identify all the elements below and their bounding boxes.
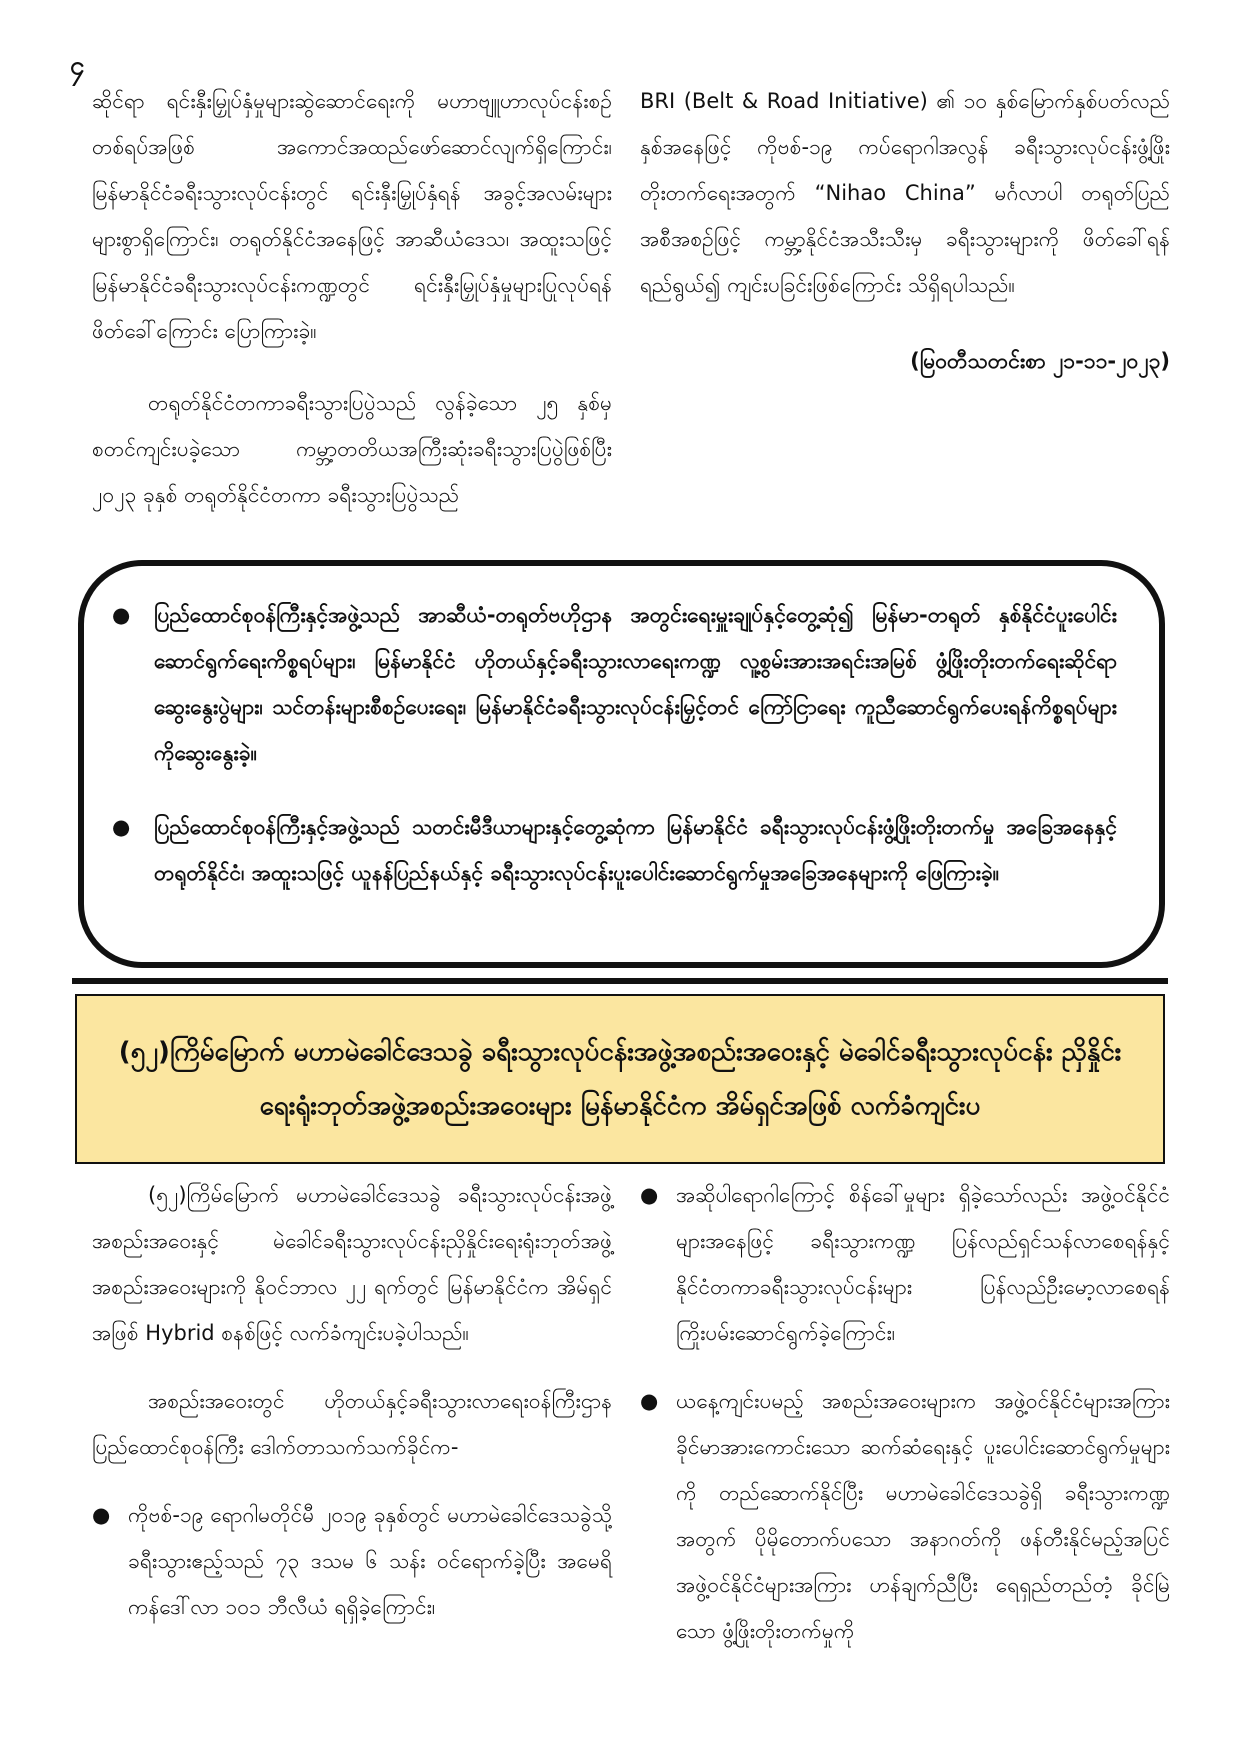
list-item [640,1172,1170,1356]
callout-item-text: ပြည်ထောင်စုဝန်ကြီးနှင့်အဖွဲ့သည် သတင်းမီဒီယာများနှင့်တွေ့ဆုံကာ မြန်မာနိုင်ငံ ခရီးသွားလုပ်ငန်းဖွံ့ဖြိုးတိုးတက်မှု အခြေအနေနှင့် တရုတ်နိုင်ငံ၊ အထူးသဖြင့် ယူနန်ပြည်နယ်နှင့် ခရီးသွားလုပ်ငန်းပူးပေါင်းဆောင်ရွက်မှုအခြေအနေများကို ဖြေကြားခဲ့။ [154,815,1117,885]
bullet-list [92,1492,612,1630]
page-number: ၄ [70,51,85,81]
bullet-icon: ● [92,1503,111,1527]
section-heading: (၅၂)ကြိမ်မြောက် မဟာမဲခေါင်ဒေသခွဲ ခရီးသွားလုပ်ငန်းအဖွဲ့အစည်းအဝေးနှင့် မဲခေါင်ခရီးသွားလုပ်ငန်း ညှိနှိုင်းရေးရုံးဘုတ်အဖွဲ့အစည်းအဝေးများ မြန်မာနိုင်ငံက အိမ်ရှင်အဖြစ် လက်ခံကျင်းပ [118,1037,1122,1121]
callout-item-text: ပြည်ထောင်စုဝန်ကြီးနှင့်အဖွဲ့သည် အာဆီယံ-တရုတ်ဗဟိုဌာန အတွင်းရေးမှူးချုပ်နှင့်တွေ့ဆုံ၍ မြန်မာ-တရုတ် နှစ်နိုင်ငံပူးပေါင်းဆောင်ရွက်ရေးကိစ္စရပ်များ၊ မြန်မာနိုင်ငံ ဟိုတယ်နှင့်ခရီးသွားလာရေးကဏ္ဍ လူ့စွမ်းအားအရင်းအမြစ် ဖွံ့ဖြိုးတိုးတက်ရေးဆိုင်ရာဆွေးနွေးပွဲများ၊ သင်တန်းများစီစဉ်ပေးရေး၊ မြန်မာနိုင်ငံခရီးသွားလုပ်ငန်းမြှင့်တင် ကြော်ငြာရေး ကူညီဆောင်ရွက်ပေးရန်ကိစ္စရပ်များကိုဆွေးနွေးခဲ့။ [154,603,1117,765]
bottom-right-column [640,1172,1170,1654]
paragraph: BRI (Belt & Road Initiative) ၏ ၁၀ နှစ်မြောက်နှစ်ပတ်လည်နှစ်အနေဖြင့် ကိုဗစ်-၁၉ ကပ်ရောဂါအလွန် ခရီးသွားလုပ်ငန်းဖွံ့ဖြိုးတိုးတက်ရေးအတွက် “Nihao China” မင်္ဂလာပါ တရုတ်ပြည်အစီအစဉ်ဖြင့် ကမ္ဘာ့နိုင်ငံအသီးသီးမှ ခရီးသွားများကို ဖိတ်ခေါ်ရန်ရည်ရွယ်၍ ကျင်းပခြင်းဖြစ်ကြောင်း သိရှိရပါသည်။ [640,89,1170,297]
callout-item [112,592,1117,776]
section-divider [72,978,1168,984]
bullet-icon: ● [640,1389,659,1413]
paragraph: ဆိုင်ရာ ရင်းနှီးမြှုပ်နှံမှုများဆွဲဆောင်ရေးကို မဟာဗျူဟာလုပ်ငန်းစဉ်တစ်ရပ်အဖြစ် အကောင်အထည်ဖော်ဆောင်လျက်ရှိကြောင်း၊ မြန်မာနိုင်ငံခရီးသွားလုပ်ငန်းတွင် ရင်းနှီးမြှုပ်နှံရန် အခွင့်အလမ်းများ များစွာရှိကြောင်း၊ တရုတ်နိုင်ငံအနေဖြင့် အာဆီယံဒေသ၊ အထူးသဖြင့် မြန်မာနိုင်ငံခရီးသွားလုပ်ငန်းကဏ္ဍတွင် ရင်းနှီးမြှုပ်နှံမှုများပြုလုပ်ရန် ဖိတ်ခေါ်ကြောင်း ပြောကြားခဲ့။ [92,89,612,343]
bullet-icon: ● [640,1183,659,1207]
bullet-icon: ● [112,603,131,627]
list-item-text: ယနေ့ကျင်းပမည့် အစည်းအဝေးများက အဖွဲ့ဝင်နိုင်ငံများအကြား ခိုင်မာအားကောင်းသော ဆက်ဆံရေးနှင့် ပူးပေါင်းဆောင်ရွက်မှုများကို တည်ဆောက်နိုင်ပြီး မဟာမဲခေါင်ဒေသခွဲရှိ ခရီးသွားကဏ္ဍအတွက် ပိုမိုတောက်ပသော အနာဂတ်ကို ဖန်တီးနိုင်မည့်အပြင် အဖွဲ့ဝင်နိုင်ငံများအကြား ဟန်ချက်ညီပြီး ရေရှည်တည်တံ့ ခိုင်မြဲသော ဖွံ့ဖြိုးတိုးတက်မှုကို [676,1389,1170,1643]
list-item [92,1492,612,1630]
section-heading-box [75,994,1165,1164]
paragraph: အစည်းအဝေးတွင် ဟိုတယ်နှင့်ခရီးသွားလာရေးဝန်ကြီးဌာန ပြည်ထောင်စုဝန်ကြီး ဒေါက်တာသက်သက်ခိုင်က- [92,1389,612,1459]
highlight-callout-box [78,560,1165,968]
callout-bullet-list [84,566,1159,896]
bottom-left-column [92,1172,612,1630]
list-item-text: ကိုဗစ်-၁၉ ရောဂါမတိုင်မီ ၂၀၁၉ ခုနှစ်တွင် မဟာမဲခေါင်ဒေသခွဲသို့ ခရီးသွားဧည့်သည် ၇၃ ဒသမ ၆ သန်း ဝင်ရောက်ခဲ့ပြီး အမေရိကန်ဒေါ်လာ ၁၀၁ ဘီလီယံ ရရှိခဲ့ကြောင်း၊ [128,1503,612,1619]
bullet-icon: ● [112,815,131,839]
paragraph: (၅၂)ကြိမ်မြောက် မဟာမဲခေါင်ဒေသခွဲ ခရီးသွားလုပ်ငန်းအဖွဲ့ အစည်းအဝေးနှင့် မဲခေါင်ခရီးသွားလုပ်ငန်းညှိနှိုင်းရေးရုံးဘုတ်အဖွဲ့အစည်းအဝေးများကို နိုဝင်ဘာလ ၂၂ ရက်တွင် မြန်မာနိုင်ငံက အိမ်ရှင်အဖြစ် Hybrid စနစ်ဖြင့် လက်ခံကျင်းပခဲ့ပါသည်။ [92,1183,612,1345]
paragraph: တရုတ်နိုင်ငံတကာခရီးသွားပြပွဲသည် လွန်ခဲ့သော ၂၅ နှစ်မှ စတင်ကျင်းပခဲ့သော ကမ္ဘာ့တတိယအကြီးဆုံးခရီးသွားပြပွဲဖြစ်ပြီး ၂၀၂၃ ခုနှစ် တရုတ်နိုင်ငံတကာ ခရီးသွားပြပွဲသည် [92,391,612,507]
list-item [640,1378,1170,1654]
callout-item [112,804,1117,896]
top-left-column [92,78,612,518]
bullet-list [640,1172,1170,1654]
list-item-text: အဆိုပါရောဂါကြောင့် စိန်ခေါ်မှုများ ရှိခဲ့သော်လည်း အဖွဲ့ဝင်နိုင်ငံများအနေဖြင့် ခရီးသွားကဏ္ဍ ပြန်လည်ရှင်သန်လာစေရန်နှင့် နိုင်ငံတကာခရီးသွားလုပ်ငန်းများ ပြန်လည်ဦးမော့လာစေရန် ကြိုးပမ်းဆောင်ရွက်ခဲ့ကြောင်း၊ [676,1183,1170,1345]
source-citation: (မြဝတီသတင်းစာ ၂၁-၁၁-၂၀၂၃) [910,349,1170,373]
top-right-column [640,78,1170,384]
